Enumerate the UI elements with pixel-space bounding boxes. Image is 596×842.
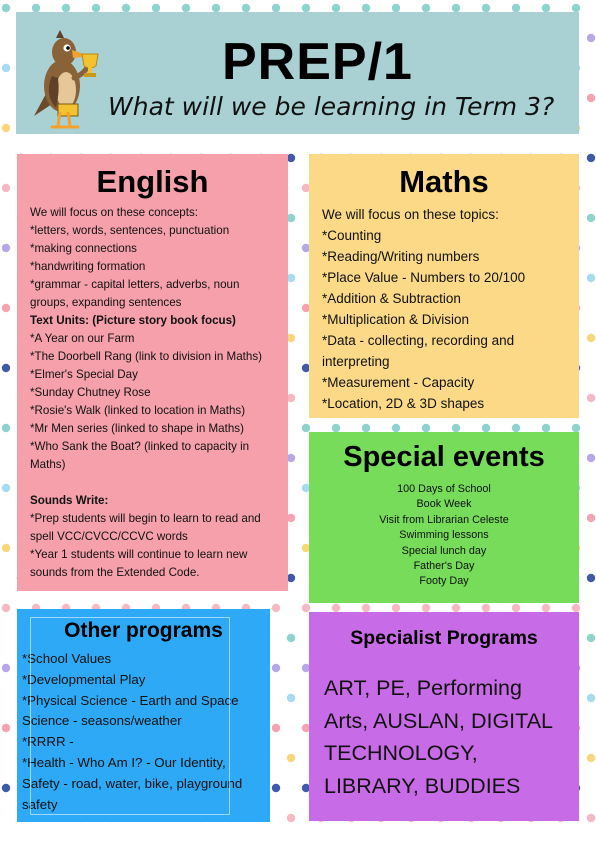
polka-dot (302, 4, 310, 12)
polka-dot (452, 424, 460, 432)
polka-dot (272, 664, 280, 672)
polka-dot (242, 4, 250, 12)
polka-dot (392, 424, 400, 432)
polka-dot (2, 184, 10, 192)
polka-dot (272, 724, 280, 732)
english-panel (17, 154, 288, 591)
polka-dot (2, 544, 10, 552)
maths-topic-item: *Multiplication & Division (322, 312, 470, 327)
english-body (17, 204, 288, 582)
polka-dot (587, 154, 595, 162)
other-program-item: *RRRR - (22, 734, 74, 750)
polka-dot (122, 4, 130, 12)
maths-topic-item: *Location, 2D & 3D shapes (322, 396, 485, 411)
text-unit-item: *Elmer's Special Day (30, 368, 138, 381)
special-events-list (309, 482, 579, 590)
polka-dot (587, 754, 595, 762)
text-unit-item: *Who Sank the Boat? (linked to capacity in Maths) (30, 440, 250, 471)
polka-dot (287, 454, 295, 462)
polka-dot (392, 4, 400, 12)
other-program-item: *Health - Who Am I? - Our Identity, Safety - road, water, bike, playground safety (22, 754, 243, 812)
polka-dot (287, 514, 295, 522)
polka-dot (287, 634, 295, 642)
polka-dot (542, 604, 550, 612)
polka-dot (287, 814, 295, 822)
text-units-heading: Text Units: (Picture story book focus) (30, 314, 236, 327)
polka-dot (2, 244, 10, 252)
polka-dot (422, 4, 430, 12)
polka-dot (272, 4, 280, 12)
polka-dot (542, 424, 550, 432)
sounds-write-item: *Prep students will begin to learn to read and spell VCC/CVCC/CCVC words (30, 512, 261, 543)
other-program-item: *Developmental Play (22, 671, 146, 687)
polka-dot (587, 394, 595, 402)
english-intro: We will focus on these concepts: (30, 206, 198, 219)
other-programs-heading: Other programs (64, 619, 223, 642)
header-banner (16, 12, 579, 134)
polka-dot (332, 424, 340, 432)
english-heading: English (96, 164, 209, 199)
polka-dot (362, 424, 370, 432)
event-item: 100 Days of School (397, 483, 491, 495)
text-unit-item: *Sunday Chutney Rose (30, 386, 151, 399)
polka-dot (287, 694, 295, 702)
maths-intro: We will focus on these topics: (322, 207, 499, 222)
polka-dot (332, 4, 340, 12)
polka-dot (287, 334, 295, 342)
polka-dot (2, 304, 10, 312)
polka-dot (362, 4, 370, 12)
maths-topic-item: *Reading/Writing numbers (322, 249, 480, 264)
polka-dot (92, 4, 100, 12)
page-subtitle: What will we be learning in Term 3? (108, 92, 555, 121)
polka-dot (287, 154, 295, 162)
event-item: Special lunch day (401, 544, 487, 557)
polka-dot (212, 4, 220, 12)
polka-dot (482, 424, 490, 432)
polka-dot (452, 4, 460, 12)
polka-dot (587, 94, 595, 102)
other-program-item: *Physical Science - Earth and Space Science - seasons/weather (22, 692, 239, 729)
text-unit-item: *Rosie's Walk (linked to location in Maths) (30, 404, 246, 417)
event-item: Book Week (416, 498, 472, 511)
maths-body (309, 204, 579, 414)
polka-dot (587, 514, 595, 522)
event-item: Father's Day (413, 560, 475, 573)
polka-dot (587, 34, 595, 42)
polka-dot (62, 4, 70, 12)
polka-dot (587, 634, 595, 642)
polka-dot (392, 604, 400, 612)
text-unit-item: *A Year on our Farm (30, 332, 135, 345)
text-unit-item: *The Doorbell Rang (link to division in Maths) (30, 350, 262, 363)
polka-dot (452, 604, 460, 612)
polka-dot (542, 4, 550, 12)
sounds-write-heading: Sounds Write: (30, 494, 109, 507)
polka-dot (2, 484, 10, 492)
specialist-programs-panel (309, 612, 579, 821)
event-item: Swimming lessons (399, 529, 489, 542)
polka-dot (2, 784, 10, 792)
maths-topic-item: *Measurement - Capacity (322, 375, 475, 390)
polka-dot (587, 574, 595, 582)
polka-dot (482, 4, 490, 12)
maths-heading: Maths (399, 164, 489, 199)
polka-dot (2, 64, 10, 72)
specialist-programs-text: ART, PE, Performing Arts, AUSLAN, DIGITAL TECHNOLOGY, LIBRARY, BUDDIES (324, 676, 553, 798)
maths-topic-item: *Data - collecting, recording and interpreting (322, 333, 515, 369)
polka-dot (512, 4, 520, 12)
page-title: PREP/1 (222, 33, 413, 91)
polka-dot (2, 724, 10, 732)
polka-dot (587, 814, 595, 822)
polka-dot (362, 604, 370, 612)
polka-dot (587, 694, 595, 702)
polka-dot (572, 424, 580, 432)
polka-dot (2, 364, 10, 372)
polka-dot (332, 604, 340, 612)
polka-dot (2, 124, 10, 132)
event-item: Visit from Librarian Celeste (379, 513, 509, 526)
polka-dot (152, 4, 160, 12)
polka-dot (287, 274, 295, 282)
english-concept-item: *letters, words, sentences, punctuation (30, 224, 230, 237)
polka-dot (287, 754, 295, 762)
maths-topic-item: *Counting (322, 228, 382, 243)
other-program-item: *School Values (22, 651, 112, 666)
polka-dot (287, 394, 295, 402)
sounds-write-item: *Year 1 students will continue to learn new sounds from the Extended Code. (30, 548, 248, 579)
polka-dot (587, 334, 595, 342)
polka-dot (422, 604, 430, 612)
polka-dot (32, 4, 40, 12)
polka-dot (302, 424, 310, 432)
polka-dot (2, 4, 10, 12)
polka-dot (287, 574, 295, 582)
text-unit-item: *Mr Men series (linked to shape in Maths) (30, 422, 244, 435)
polka-dot (272, 784, 280, 792)
polka-dot (587, 274, 595, 282)
decorative-frame (30, 617, 230, 815)
polka-dot (422, 424, 430, 432)
polka-dot (572, 4, 580, 12)
english-concept-item: *making connections (30, 242, 137, 255)
english-concept-item: *grammar - capital letters, adverbs, noun groups, expanding sentences (30, 278, 240, 309)
polka-dot (587, 214, 595, 222)
polka-dot (587, 454, 595, 462)
polka-dot (2, 604, 10, 612)
polka-dot (302, 604, 310, 612)
english-concept-item: *handwriting formation (30, 260, 146, 273)
maths-topic-item: *Addition & Subtraction (322, 291, 461, 306)
polka-dot (482, 604, 490, 612)
special-events-heading: Special events (343, 441, 545, 473)
specialist-programs-heading: Specialist Programs (350, 627, 538, 649)
polka-dot (572, 604, 580, 612)
polka-dot (287, 214, 295, 222)
event-item: Footy Day (419, 575, 469, 588)
polka-dot (182, 4, 190, 12)
polka-dot (272, 604, 280, 612)
polka-dot (2, 664, 10, 672)
polka-dot (2, 424, 10, 432)
other-programs-panel (17, 609, 270, 822)
maths-topic-item: *Place Value - Numbers to 20/100 (322, 270, 526, 285)
polka-dot (512, 424, 520, 432)
polka-dot (512, 604, 520, 612)
maths-panel (309, 154, 579, 418)
special-events-panel (309, 432, 579, 603)
